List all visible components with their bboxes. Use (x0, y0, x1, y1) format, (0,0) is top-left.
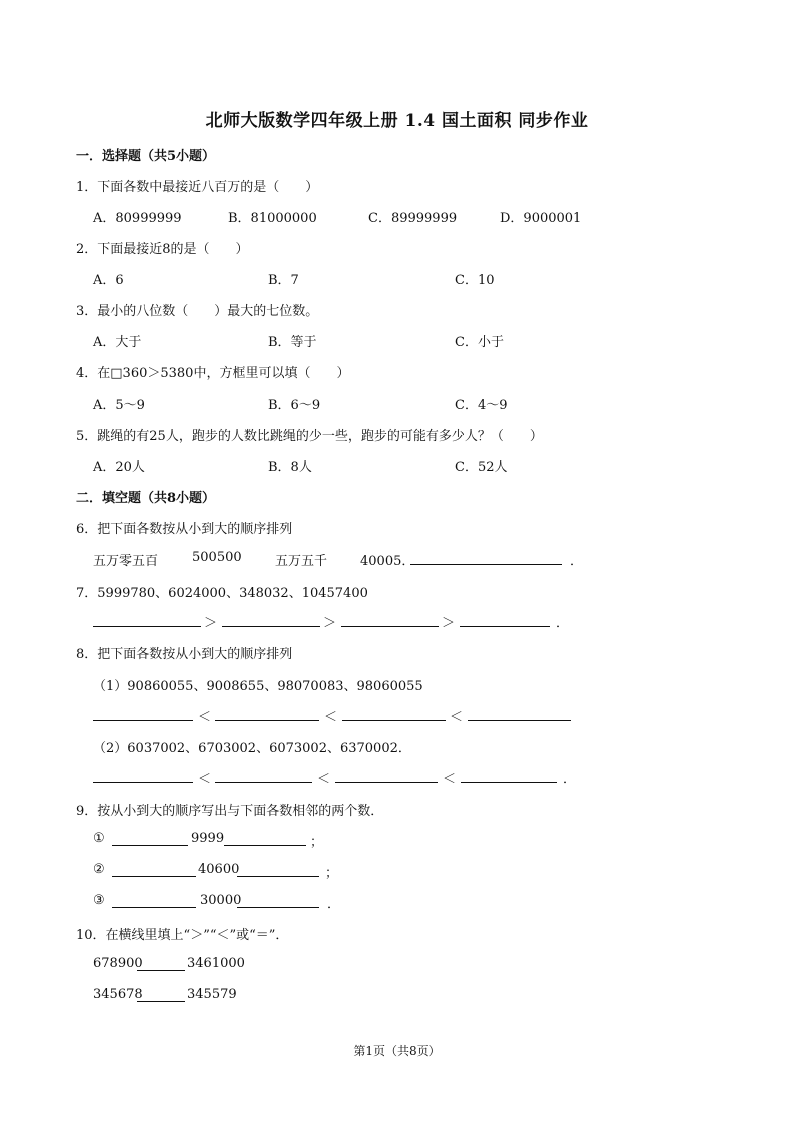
question-4-option-b: B．6～9 (268, 398, 321, 413)
question-8-part-1: （1）90860055、9008655、98070083、98060055 (93, 679, 423, 694)
question-8-part-2: （2）6037002、6703002、6073002、6370002． (93, 741, 411, 756)
question-3-option-c: C．小于 (455, 335, 504, 350)
answer-blank[interactable] (342, 706, 446, 721)
question-2-option-c: C．10 (455, 273, 495, 288)
answer-blank[interactable] (137, 956, 185, 971)
question-6-item-2: 500500 (192, 550, 242, 565)
question-9-stem: 9．按从小到大的顺序写出与下面各数相邻的两个数． (76, 804, 384, 819)
comparison-symbol: ＜ (317, 772, 331, 787)
answer-blank[interactable] (237, 893, 319, 908)
answer-blank[interactable] (93, 612, 201, 627)
answer-blank[interactable] (460, 612, 550, 627)
question-2-stem: 2．下面最接近8的是（ ） (76, 242, 249, 257)
comparison-symbol: ＜ (198, 710, 212, 725)
answer-blank[interactable] (215, 768, 312, 783)
question-4-option-a: A．5～9 (93, 398, 145, 413)
comparison-symbol: ＜ (443, 772, 457, 787)
question-4-option-c: C．4～9 (455, 398, 508, 413)
answer-blank[interactable] (93, 706, 193, 721)
circled-number: ① (93, 831, 105, 846)
punctuation: ； (325, 866, 339, 881)
question-3-option-b: B．等于 (268, 335, 317, 350)
punctuation: ； (310, 835, 324, 850)
answer-blank[interactable] (112, 893, 196, 908)
question-7-stem: 7．5999780、6024000、348032、10457400 (76, 586, 368, 601)
answer-blank[interactable] (335, 768, 438, 783)
question-10-stem: 10．在横线里填上“＞”“＜”或“＝”． (76, 928, 289, 943)
circled-number: ③ (93, 893, 105, 908)
answer-blank[interactable] (461, 768, 557, 783)
answer-blank[interactable] (410, 550, 562, 565)
question-1-option-a: A．80999999 (93, 211, 182, 226)
answer-blank[interactable] (222, 612, 320, 627)
question-5-stem: 5．跳绳的有25人，跑步的人数比跳绳的少一些，跑步的可能有多少人？（ ） (76, 429, 543, 444)
question-1-option-b: B．81000000 (228, 211, 317, 226)
section-heading-fill: 二．填空题（共8小题） (76, 491, 216, 506)
question-6-item-1: 五万零五百 (93, 554, 159, 569)
question-10-left-number-1: 678900 (93, 956, 143, 971)
answer-blank[interactable] (224, 831, 306, 846)
question-2-option-a: A．6 (93, 273, 124, 288)
question-8-stem: 8．把下面各数按从小到大的顺序排列 (76, 647, 293, 662)
answer-blank[interactable] (237, 862, 319, 877)
answer-blank[interactable] (215, 706, 319, 721)
answer-blank[interactable] (137, 987, 185, 1002)
comparison-symbol: ＜ (198, 772, 212, 787)
question-1-stem: 1．下面各数中最接近八百万的是（ ） (76, 180, 319, 195)
answer-blank[interactable] (93, 768, 193, 783)
page-title: 北师大版数学四年级上册 1.4 国土面积 同步作业 (205, 111, 589, 131)
answer-blank[interactable] (468, 706, 571, 721)
question-2-option-b: B．7 (268, 273, 299, 288)
comparison-symbol: ＜ (450, 710, 464, 725)
question-9-number-2: 40600 (198, 862, 240, 877)
question-5-option-b: B．8人 (268, 460, 312, 475)
question-5-option-a: A．20人 (93, 460, 145, 475)
question-9-number-3: 30000 (200, 893, 242, 908)
section-heading-choice: 一．选择题（共5小题） (76, 149, 216, 164)
comparison-symbol: ＜ (324, 710, 338, 725)
question-6-item-4: 40005． (360, 554, 415, 569)
answer-blank[interactable] (112, 831, 188, 846)
comparison-symbol: ＞ (323, 616, 337, 631)
question-6-stem: 6．把下面各数按从小到大的顺序排列 (76, 522, 293, 537)
question-5-option-c: C．52人 (455, 460, 508, 475)
answer-blank[interactable] (112, 862, 196, 877)
question-3-option-a: A．大于 (93, 335, 142, 350)
question-10-right-number-2: 345579 (187, 987, 237, 1002)
question-1-option-d: D．9000001 (500, 211, 582, 226)
question-10-right-number-1: 3461000 (187, 956, 245, 971)
punctuation: ． (563, 772, 577, 787)
comparison-symbol: ＞ (204, 616, 218, 631)
question-6-item-3: 五万五千 (275, 554, 328, 569)
question-10-left-number-2: 345678 (93, 987, 143, 1002)
punctuation: ． (556, 616, 570, 631)
circled-number: ② (93, 862, 105, 877)
question-1-option-c: C．89999999 (368, 211, 458, 226)
punctuation: ． (570, 554, 584, 569)
punctuation: ． (327, 897, 341, 912)
question-4-stem: 4．在□360＞5380中，方框里可以填（ ） (76, 366, 350, 381)
question-9-number-1: 9999 (191, 831, 225, 846)
comparison-symbol: ＞ (442, 616, 456, 631)
question-3-stem: 3．最小的八位数（ ）最大的七位数。 (76, 304, 319, 319)
page-footer: 第1页（共8页） (353, 1044, 441, 1058)
answer-blank[interactable] (341, 612, 439, 627)
